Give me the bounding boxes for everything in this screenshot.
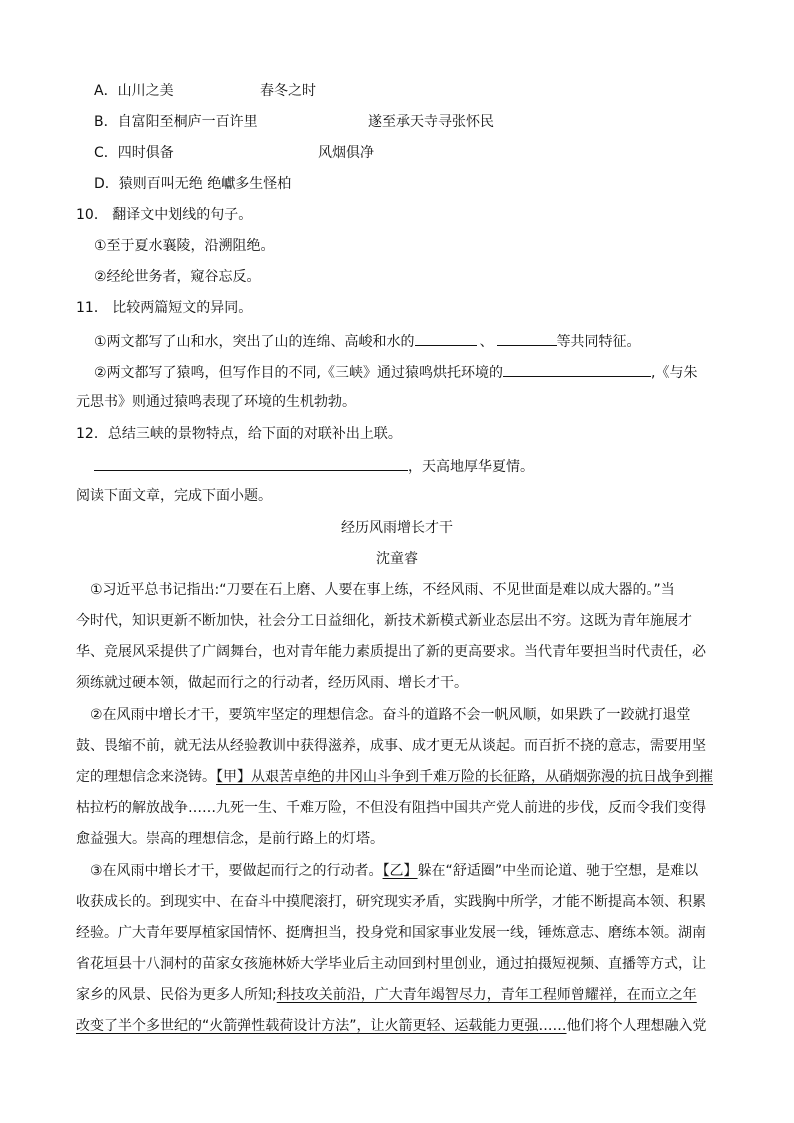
article-paragraph-2 — [76, 700, 738, 855]
paragraph-line — [76, 1011, 738, 1042]
answer-blank[interactable] — [415, 330, 477, 346]
underlined-marker-yi: 【乙】 — [382, 863, 418, 879]
underlined-passage: 科技攻关前沿，广大青年竭智尽力，青年工程师曾耀祥，在而立之年 — [276, 987, 697, 1003]
answer-blank[interactable] — [497, 330, 557, 346]
paragraph-line: 愈益强大。崇高的理想信念，是前行路上的灯塔。 — [76, 831, 384, 847]
option-c-left: C．四时俱备 — [94, 145, 174, 161]
paragraph-line: ①习近平总书记指出:“刀要在石上磨、人要在事上练，不经风雨、不见世面是难以成大器的。”当 — [90, 582, 675, 598]
paragraph-text: 家乡的风景、民俗为更多人所知; — [76, 987, 277, 1003]
option-a — [94, 81, 316, 101]
paragraph-text: ③在风雨中增长才干，要做起而行之的行动者。 — [90, 863, 383, 879]
paragraph-line: 今时代，知识更新不断加快，社会分工日益细化，新技术新模式新业态层出不穷。这既为青年施展才 — [76, 613, 692, 629]
option-c — [94, 143, 374, 163]
paragraph-line — [76, 856, 738, 887]
question-12-stem: 12．总结三峡的景物特点，给下面的对联补出上联。 — [76, 426, 402, 442]
paragraph-text: 他们将个人理想融入党 — [566, 1018, 707, 1034]
paragraph-line — [76, 980, 738, 1011]
paragraph-line: 枯拉朽的解放战争……九死一生、千难万险，不但没有阻挡中国共产党人前进的步伐，反而令我们变得 — [76, 800, 706, 816]
question-11-item-1-tail: 等共同特征。 — [556, 334, 641, 350]
paragraph-line: 省花垣县十八洞村的苗家女孩施林娇大学毕业后主动回到村里创业，通过拍摄短视频、直播等方式，让 — [76, 956, 706, 972]
underlined-passage-jia: 【甲】从艰苦卓绝的井冈山斗争到千难万险的长征路，从硝烟弥漫的抗日战争到摧 — [216, 769, 713, 785]
question-11-item-1-text: ①两文都写了山和水，突出了山的连绵、高峻和水的 — [94, 334, 415, 350]
option-b — [94, 112, 494, 132]
option-c-right: 风烟俱净 — [318, 145, 374, 161]
couplet-lower: ，天高地厚华夏情。 — [408, 459, 534, 475]
question-12-couplet — [94, 455, 534, 477]
paragraph-line: 经验。广大青年要厚植家国情怀、挺膺担当，投身党和国家事业发展一线，锤炼意志、磨练本领。湖南 — [76, 925, 706, 941]
question-11-stem: 11． 比较两篇短文的异同。 — [76, 300, 253, 316]
paragraph-line: 收获成长的。到现实中、在奋斗中摸爬滚打，研究现实矛盾，实践胸中所学，才能不断提高本领、积累 — [76, 894, 706, 910]
question-10-stem: 10． 翻译文中划线的句子。 — [76, 207, 253, 223]
answer-blank[interactable] — [503, 361, 651, 377]
option-a-right: 春冬之时 — [260, 83, 316, 99]
article-paragraph-1 — [76, 575, 738, 699]
paragraph-line: 鼓、畏缩不前，就无法从经验教训中获得滋养，成事、成才更无从谈起。而百折不挠的意志，需要用坚 — [76, 738, 706, 754]
option-b-right: 遂至承天寺寻张怀民 — [368, 114, 494, 130]
question-11-item-2-continued: 元思书》则通过猿鸣表现了环境的生机勃勃。 — [76, 394, 356, 410]
paragraph-line: 须练就过硬本领，做起而行之的行动者，经历风雨、增长才干。 — [76, 675, 468, 691]
paragraph-line: 华、竞展风采提供了广阔舞台，也对青年能力素质提出了新的更高要求。当代青年要担当时代责任，必 — [76, 644, 706, 660]
paragraph-line: ②在风雨中增长才干，要筑牢坚定的理想信念。奋斗的道路不会一帆风顺，如果跌了一跤就打退堂 — [90, 707, 691, 723]
question-10-sentence-1: ①至于夏水襄陵，沿溯阻绝。 — [94, 238, 275, 254]
reading-instruction: 阅读下面文章，完成下面小题。 — [76, 488, 272, 504]
option-d-text: D．猿则百叫无绝 绝巘多生怪柏 — [94, 176, 292, 192]
question-10-sentence-2: ②经纶世务者，窥谷忘反。 — [94, 269, 261, 285]
paragraph-text: 躲在“舒适圈”中坐而论道、驰于空想，是难以 — [417, 863, 699, 879]
question-11-item-2-tail: ,《与朱 — [651, 365, 698, 381]
article-author: 沈童睿 — [376, 551, 418, 567]
article-paragraph-3 — [76, 856, 738, 1042]
question-11-item-2-text: ②两文都写了猿鸣，但写作目的不同,《三峡》通过猿鸣烘托环境的 — [94, 365, 503, 381]
question-11-item-2 — [94, 361, 697, 383]
question-11-item-1 — [94, 330, 641, 352]
answer-blank[interactable] — [94, 455, 408, 471]
underlined-passage: 改变了半个多世纪的“火箭弹性载荷设计方法”，让火箭更轻、运载能力更强…… — [76, 1018, 567, 1034]
option-b-left: B．自富阳至桐庐一百许里 — [94, 114, 258, 130]
paragraph-line — [76, 762, 738, 793]
separator: 、 — [479, 334, 494, 350]
article-title: 经历风雨增长才干 — [341, 520, 453, 536]
paragraph-text: 定的理想信念来浇铸。 — [76, 769, 216, 785]
option-a-left: A．山川之美 — [94, 83, 174, 99]
option-d — [94, 174, 291, 194]
